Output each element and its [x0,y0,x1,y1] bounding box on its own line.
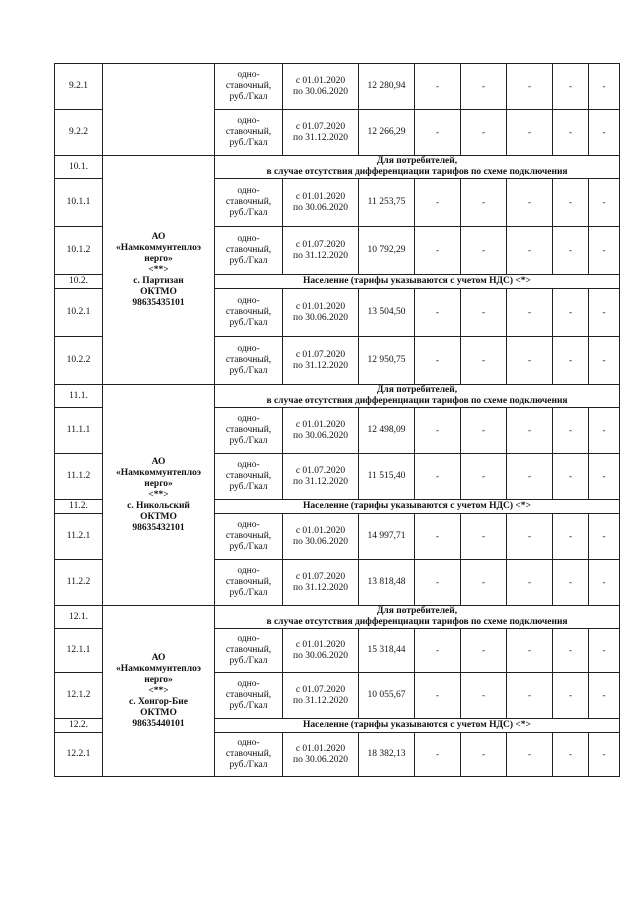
empty-value-dash: - [589,408,620,454]
tariff-value: 13 504,50 [359,289,415,337]
empty-value-dash: - [589,673,620,719]
empty-value-dash: - [553,337,589,385]
empty-value-dash: - [461,514,507,560]
empty-value-dash: - [461,629,507,673]
empty-value-dash: - [589,227,620,275]
tariff-unit: одно- ставочный, руб./Гкал [215,289,283,337]
consumer-group-header: Для потребителей, в случае отсутствия дифференциации тарифов по схеме подключения [215,385,620,408]
empty-value-dash: - [507,289,553,337]
empty-value-dash: - [461,408,507,454]
tariff-period: с 01.07.2020 по 31.12.2020 [283,454,359,500]
consumer-group-header: Для потребителей, в случае отсутствия дифференциации тарифов по схеме подключения [215,156,620,179]
empty-value-dash: - [553,514,589,560]
organization-cell [103,64,215,156]
empty-value-dash: - [589,733,620,777]
tariff-unit: одно- ставочный, руб./Гкал [215,64,283,110]
row-number: 11.2.2 [55,560,103,606]
tariff-value: 13 818,48 [359,560,415,606]
section-header-row [55,156,620,179]
row-number: 12.2. [55,719,103,733]
empty-value-dash: - [415,337,461,385]
empty-value-dash: - [415,408,461,454]
empty-value-dash: - [415,629,461,673]
tariff-unit: одно- ставочный, руб./Гкал [215,179,283,227]
empty-value-dash: - [553,110,589,156]
empty-value-dash: - [589,64,620,110]
tariff-period: с 01.07.2020 по 31.12.2020 [283,110,359,156]
empty-value-dash: - [553,179,589,227]
tariff-unit: одно- ставочный, руб./Гкал [215,408,283,454]
empty-value-dash: - [553,408,589,454]
tariff-unit: одно- ставочный, руб./Гкал [215,514,283,560]
empty-value-dash: - [461,733,507,777]
tariff-value: 12 280,94 [359,64,415,110]
empty-value-dash: - [415,733,461,777]
empty-value-dash: - [461,454,507,500]
tariff-unit: одно- ставочный, руб./Гкал [215,733,283,777]
section-header-row [55,606,620,629]
empty-value-dash: - [507,110,553,156]
empty-value-dash: - [415,64,461,110]
tariff-unit: одно- ставочный, руб./Гкал [215,454,283,500]
empty-value-dash: - [507,514,553,560]
table-row [55,64,620,110]
row-number: 12.2.1 [55,733,103,777]
tariff-period: с 01.07.2020 по 31.12.2020 [283,560,359,606]
empty-value-dash: - [507,179,553,227]
empty-value-dash: - [461,560,507,606]
row-number: 10.2.1 [55,289,103,337]
tariff-value: 12 950,75 [359,337,415,385]
empty-value-dash: - [461,227,507,275]
row-number: 11.2.1 [55,514,103,560]
empty-value-dash: - [507,454,553,500]
row-number: 9.2.2 [55,110,103,156]
empty-value-dash: - [415,110,461,156]
empty-value-dash: - [415,514,461,560]
row-number: 10.2.2 [55,337,103,385]
empty-value-dash: - [589,514,620,560]
tariff-value: 14 997,71 [359,514,415,560]
empty-value-dash: - [415,179,461,227]
tariff-unit: одно- ставочный, руб./Гкал [215,227,283,275]
tariff-period: с 01.07.2020 по 31.12.2020 [283,337,359,385]
tariff-unit: одно- ставочный, руб./Гкал [215,629,283,673]
empty-value-dash: - [415,673,461,719]
empty-value-dash: - [589,454,620,500]
empty-value-dash: - [461,289,507,337]
empty-value-dash: - [589,629,620,673]
tariff-value: 15 318,44 [359,629,415,673]
empty-value-dash: - [507,560,553,606]
section-header-row [55,385,620,408]
tariff-value: 11 253,75 [359,179,415,227]
row-number: 11.2. [55,500,103,514]
tariff-period: с 01.01.2020 по 30.06.2020 [283,629,359,673]
empty-value-dash: - [461,179,507,227]
tariff-period: с 01.01.2020 по 30.06.2020 [283,408,359,454]
organization-cell: АО «Намкоммунтеплоэ нерго» <**> с. Никольский ОКТМО 98635432101 [103,385,215,606]
consumer-group-header: Население (тарифы указываются с учетом НДС) <*> [215,275,620,289]
empty-value-dash: - [553,227,589,275]
tariff-table [54,63,620,777]
consumer-group-header: Население (тарифы указываются с учетом НДС) <*> [215,500,620,514]
tariff-period: с 01.07.2020 по 31.12.2020 [283,673,359,719]
tariff-period: с 01.01.2020 по 30.06.2020 [283,733,359,777]
empty-value-dash: - [589,179,620,227]
empty-value-dash: - [461,64,507,110]
empty-value-dash: - [415,560,461,606]
row-number: 11.1.1 [55,408,103,454]
empty-value-dash: - [507,337,553,385]
empty-value-dash: - [589,337,620,385]
consumer-group-header: Население (тарифы указываются с учетом НДС) <*> [215,719,620,733]
empty-value-dash: - [553,673,589,719]
consumer-group-header: Для потребителей, в случае отсутствия дифференциации тарифов по схеме подключения [215,606,620,629]
row-number: 12.1.2 [55,673,103,719]
empty-value-dash: - [507,408,553,454]
empty-value-dash: - [415,227,461,275]
empty-value-dash: - [507,673,553,719]
empty-value-dash: - [415,454,461,500]
row-number: 11.1.2 [55,454,103,500]
tariff-value: 11 515,40 [359,454,415,500]
tariff-period: с 01.01.2020 по 30.06.2020 [283,289,359,337]
row-number: 12.1.1 [55,629,103,673]
row-number: 10.1.1 [55,179,103,227]
empty-value-dash: - [553,289,589,337]
row-number: 10.1.2 [55,227,103,275]
tariff-unit: одно- ставочный, руб./Гкал [215,560,283,606]
empty-value-dash: - [589,289,620,337]
empty-value-dash: - [553,629,589,673]
organization-cell: АО «Намкоммунтеплоэ нерго» <**> с. Партизан ОКТМО 98635435101 [103,156,215,385]
empty-value-dash: - [461,337,507,385]
empty-value-dash: - [553,454,589,500]
tariff-period: с 01.01.2020 по 30.06.2020 [283,64,359,110]
tariff-period: с 01.01.2020 по 30.06.2020 [283,514,359,560]
tariff-unit: одно- ставочный, руб./Гкал [215,110,283,156]
tariff-value: 10 055,67 [359,673,415,719]
row-number: 9.2.1 [55,64,103,110]
empty-value-dash: - [507,64,553,110]
tariff-unit: одно- ставочный, руб./Гкал [215,337,283,385]
empty-value-dash: - [553,64,589,110]
organization-cell: АО «Намкоммунтеплоэ нерго» <**> с. Хонгор-Бие ОКТМО 98635440101 [103,606,215,777]
tariff-value: 12 266,29 [359,110,415,156]
empty-value-dash: - [461,673,507,719]
empty-value-dash: - [553,560,589,606]
empty-value-dash: - [589,560,620,606]
empty-value-dash: - [415,289,461,337]
empty-value-dash: - [507,733,553,777]
empty-value-dash: - [507,227,553,275]
row-number: 10.2. [55,275,103,289]
empty-value-dash: - [589,110,620,156]
row-number: 10.1. [55,156,103,179]
empty-value-dash: - [553,733,589,777]
tariff-value: 10 792,29 [359,227,415,275]
row-number: 12.1. [55,606,103,629]
empty-value-dash: - [461,110,507,156]
row-number: 11.1. [55,385,103,408]
tariff-value: 12 498,09 [359,408,415,454]
tariff-value: 18 382,13 [359,733,415,777]
empty-value-dash: - [507,629,553,673]
tariff-period: с 01.01.2020 по 30.06.2020 [283,179,359,227]
tariff-period: с 01.07.2020 по 31.12.2020 [283,227,359,275]
tariff-unit: одно- ставочный, руб./Гкал [215,673,283,719]
